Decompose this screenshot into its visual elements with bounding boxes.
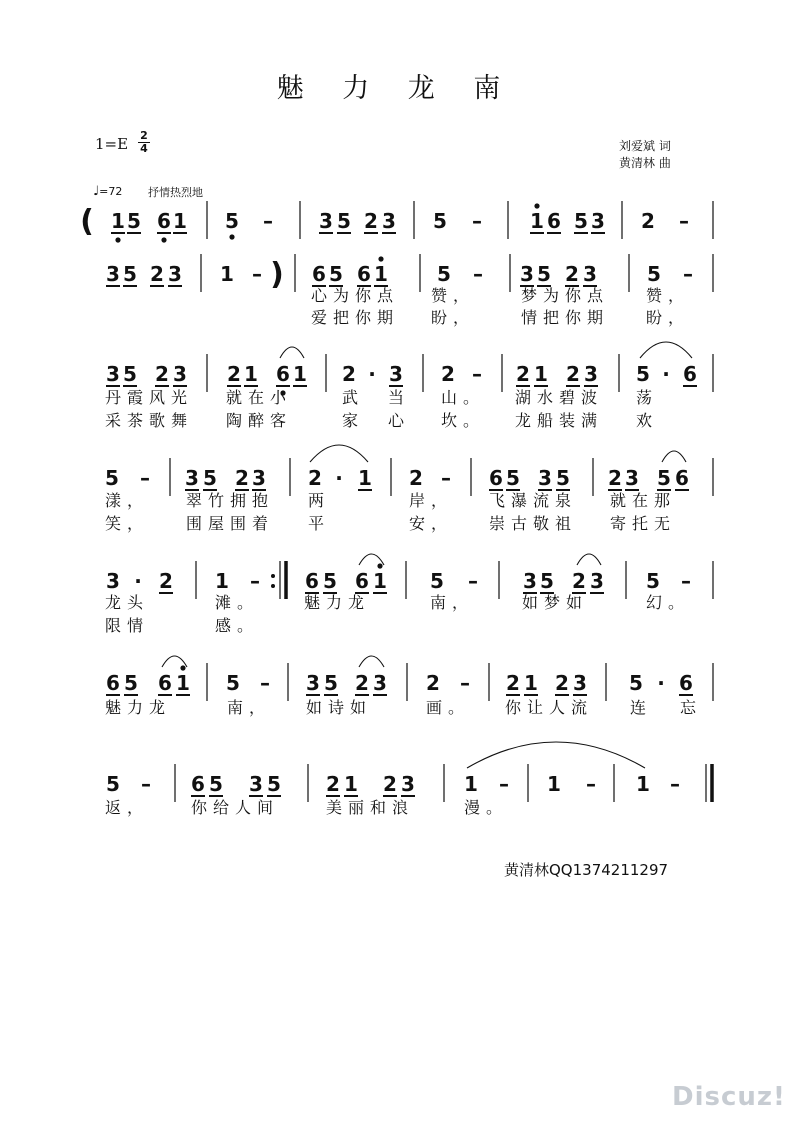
- note-digit: 2: [159, 569, 173, 593]
- lyric-text: 坎。: [441, 411, 486, 430]
- lyric-text: 你让人流: [505, 698, 594, 717]
- note-digit: 3: [306, 671, 320, 695]
- slur-tie: [467, 742, 645, 768]
- note-digit: 1: [636, 772, 650, 796]
- tempo-value: =72: [99, 185, 123, 198]
- slur-tie: [577, 554, 601, 565]
- repeat-dot: [271, 584, 275, 588]
- dot-note: ·: [657, 671, 665, 695]
- lyric-text: 心: [388, 411, 411, 430]
- octave-dot-above: [378, 256, 383, 261]
- note-digit: 2: [441, 362, 455, 386]
- note-digit: 5: [105, 466, 119, 490]
- lyric-text: 赞，: [646, 286, 691, 305]
- dash-note: –: [252, 262, 262, 286]
- lyric-text: 画。: [426, 698, 471, 717]
- note-digit: 1: [173, 209, 187, 233]
- note-digit: 5: [123, 262, 137, 286]
- lyric-text: 返，: [105, 798, 150, 817]
- octave-dot-above: [534, 203, 539, 208]
- octave-dot-below: [229, 234, 234, 239]
- lyric-text: 梦为你点: [521, 286, 610, 305]
- note-digit: 5: [225, 209, 239, 233]
- note-digit: 5: [636, 362, 650, 386]
- lyric-text: 当: [388, 388, 411, 407]
- lyric-text: 漫。: [464, 798, 509, 817]
- lyric-text: 围屋围着: [186, 514, 275, 533]
- note-digit: 2: [326, 772, 340, 796]
- note-digit: ): [270, 257, 284, 292]
- note-digit: 3: [319, 209, 333, 233]
- slur-tie: [162, 656, 187, 667]
- note-digit: 5: [556, 466, 570, 490]
- lyric-text: 武: [342, 388, 365, 407]
- arranger-signature: 黄清林QQ1374211297: [504, 861, 669, 879]
- lyric-text: 荡: [636, 388, 659, 407]
- lyric-text: 滩。: [215, 593, 260, 612]
- repeat-dot: [271, 574, 275, 578]
- slur-tie: [662, 451, 686, 462]
- dash-note: –: [250, 569, 260, 593]
- note-digit: 6: [357, 262, 371, 286]
- lyric-text: 限情: [105, 616, 150, 635]
- dash-note: –: [140, 466, 150, 490]
- dash-note: –: [670, 772, 680, 796]
- dash-note: –: [586, 772, 596, 796]
- note-digit: 5: [124, 671, 138, 695]
- note-digit: 6: [312, 262, 326, 286]
- key-signature: 1=E: [95, 135, 129, 153]
- note-digit: 3: [168, 262, 182, 286]
- dash-note: –: [473, 262, 483, 286]
- note-digit: 2: [342, 362, 356, 386]
- note-digit: 5: [540, 569, 554, 593]
- note-digit: 3: [106, 262, 120, 286]
- dot-note: ·: [335, 466, 343, 490]
- lyric-text: 心为你点: [311, 286, 400, 305]
- lyric-text: 丹霞风光: [105, 388, 194, 407]
- note-digit: 3: [583, 262, 597, 286]
- note-digit: 3: [520, 262, 534, 286]
- lyric-text: 寄托无: [610, 514, 677, 533]
- note-digit: 3: [252, 466, 266, 490]
- note-digit: 3: [584, 362, 598, 386]
- octave-dot-below: [115, 237, 120, 242]
- note-digit: 2: [426, 671, 440, 695]
- note-digit: 6: [157, 209, 171, 233]
- time-signature-top: 2: [140, 129, 148, 142]
- note-digit: 1: [524, 671, 538, 695]
- lyricist-credit: 刘爱斌 词: [619, 139, 671, 153]
- note-digit: 3: [249, 772, 263, 796]
- note-digit: 2: [572, 569, 586, 593]
- note-digit: 6: [675, 466, 689, 490]
- lyric-text: 你给人间: [191, 798, 280, 817]
- dot-note: ·: [134, 569, 142, 593]
- lyric-text: 欢: [636, 411, 659, 430]
- dash-note: –: [499, 772, 509, 796]
- quarter-note-icon: ♩: [93, 184, 100, 199]
- note-digit: 1: [374, 262, 388, 286]
- dash-note: –: [260, 671, 270, 695]
- note-digit: 6: [547, 209, 561, 233]
- lyric-text: 翠竹拥抱: [186, 491, 275, 510]
- lyric-text: 山。: [441, 388, 486, 407]
- note-digit: 2: [227, 362, 241, 386]
- slur-tie: [359, 554, 384, 565]
- dash-note: –: [460, 671, 470, 695]
- lyric-text: 南，: [430, 593, 475, 612]
- note-digit: 5: [574, 209, 588, 233]
- note-digit: (: [80, 204, 94, 239]
- note-digit: 5: [629, 671, 643, 695]
- note-digit: 1: [293, 362, 307, 386]
- note-digit: 3: [185, 466, 199, 490]
- lyric-text: 魅力龙: [105, 698, 172, 717]
- note-digit: 5: [323, 569, 337, 593]
- note-digit: 3: [591, 209, 605, 233]
- lyric-text: 安，: [409, 514, 454, 533]
- dot-note: ·: [662, 362, 670, 386]
- lyric-text: 漾，: [105, 491, 150, 510]
- note-digit: 2: [409, 466, 423, 490]
- note-digit: 3: [523, 569, 537, 593]
- note-digit: 3: [625, 466, 639, 490]
- lyric-text: 幻。: [646, 593, 691, 612]
- note-digit: 5: [430, 569, 444, 593]
- dash-note: –: [472, 362, 482, 386]
- lyric-text: 采茶歌舞: [105, 411, 194, 430]
- time-signature-bottom: 4: [140, 142, 148, 155]
- note-digit: 3: [106, 362, 120, 386]
- note-digit: 5: [106, 772, 120, 796]
- lyric-text: 爱把你期: [311, 308, 400, 327]
- slur-tie: [640, 342, 692, 358]
- note-digit: 1: [344, 772, 358, 796]
- note-digit: 6: [489, 466, 503, 490]
- note-digit: 5: [203, 466, 217, 490]
- note-digit: 2: [155, 362, 169, 386]
- lyric-text: 湖水碧波: [515, 388, 604, 407]
- note-digit: 2: [566, 362, 580, 386]
- note-digit: 3: [401, 772, 415, 796]
- note-digit: 3: [573, 671, 587, 695]
- slur-tie: [310, 445, 368, 462]
- dash-note: –: [683, 262, 693, 286]
- dash-note: –: [679, 209, 689, 233]
- lyric-text: 龙船装满: [515, 411, 604, 430]
- dash-note: –: [441, 466, 451, 490]
- note-digit: 6: [683, 362, 697, 386]
- expression-mark: 抒情热烈地: [148, 186, 203, 199]
- note-digit: 3: [389, 362, 403, 386]
- note-digit: 2: [641, 209, 655, 233]
- note-digit: 2: [364, 209, 378, 233]
- note-digit: 3: [382, 209, 396, 233]
- note-digit: 1: [176, 671, 190, 695]
- note-digit: 1: [530, 209, 544, 233]
- note-digit: 2: [608, 466, 622, 490]
- note-digit: 6: [158, 671, 172, 695]
- note-digit: 5: [646, 569, 660, 593]
- lyric-text: 赞，: [431, 286, 476, 305]
- note-digit: 5: [127, 209, 141, 233]
- lyric-text: 忘: [680, 698, 703, 717]
- lyric-text: 陶醉客: [226, 411, 293, 430]
- forum-watermark: Discuz!: [672, 1082, 786, 1112]
- lyric-text: 岸，: [409, 491, 454, 510]
- slur-tie: [280, 347, 304, 358]
- dash-note: –: [472, 209, 482, 233]
- dot-note: ·: [368, 362, 376, 386]
- note-digit: 5: [209, 772, 223, 796]
- note-digit: 5: [226, 671, 240, 695]
- lyric-text: 就在小: [226, 388, 293, 407]
- note-digit: 2: [150, 262, 164, 286]
- note-digit: 1: [534, 362, 548, 386]
- lyric-text: 笑，: [105, 514, 150, 533]
- lyric-text: 盼，: [431, 308, 476, 327]
- note-digit: 6: [276, 362, 290, 386]
- song-title: 魅 力 龙 南: [276, 73, 516, 104]
- dash-note: –: [681, 569, 691, 593]
- note-digit: 1: [111, 209, 125, 233]
- slur-tie: [359, 656, 384, 667]
- note-digit: 3: [538, 466, 552, 490]
- octave-dot-above: [180, 665, 185, 670]
- lyric-text: 就在那: [610, 491, 677, 510]
- dash-note: –: [141, 772, 151, 796]
- note-digit: 3: [173, 362, 187, 386]
- note-digit: 6: [355, 569, 369, 593]
- lyric-text: 龙头: [105, 593, 150, 612]
- note-digit: 2: [555, 671, 569, 695]
- note-digit: 5: [537, 262, 551, 286]
- lyric-text: 南，: [227, 698, 272, 717]
- note-digit: 2: [308, 466, 322, 490]
- note-digit: 5: [123, 362, 137, 386]
- dash-note: –: [468, 569, 478, 593]
- lyric-text: 连: [630, 698, 653, 717]
- note-digit: 1: [215, 569, 229, 593]
- note-digit: 3: [373, 671, 387, 695]
- lyric-text: 飞瀑流泉: [489, 491, 578, 510]
- note-digit: 5: [267, 772, 281, 796]
- lyric-text: 如梦如: [522, 593, 589, 612]
- lyric-text: 平: [308, 514, 331, 533]
- note-digit: 2: [516, 362, 530, 386]
- lyric-text: 家: [342, 411, 365, 430]
- note-digit: 5: [433, 209, 447, 233]
- note-digit: 6: [106, 671, 120, 695]
- note-digit: 5: [329, 262, 343, 286]
- lyric-text: 感。: [215, 616, 260, 635]
- note-digit: 2: [355, 671, 369, 695]
- note-digit: 5: [657, 466, 671, 490]
- note-digit: 6: [679, 671, 693, 695]
- lyric-text: 崇古敬祖: [489, 514, 578, 533]
- note-digit: 1: [547, 772, 561, 796]
- note-digit: 6: [305, 569, 319, 593]
- note-digit: 5: [506, 466, 520, 490]
- note-digit: 3: [590, 569, 604, 593]
- note-digit: 1: [358, 466, 372, 490]
- note-digit: 5: [337, 209, 351, 233]
- note-digit: 2: [235, 466, 249, 490]
- note-digit: 5: [437, 262, 451, 286]
- lyric-text: 两: [308, 491, 331, 510]
- note-digit: 5: [324, 671, 338, 695]
- note-digit: 1: [220, 262, 234, 286]
- lyric-text: 如诗如: [306, 698, 373, 717]
- note-digit: 5: [647, 262, 661, 286]
- note-digit: 1: [464, 772, 478, 796]
- lyric-text: 盼，: [646, 308, 691, 327]
- dash-note: –: [263, 209, 273, 233]
- lyric-text: 美丽和浪: [326, 798, 415, 817]
- note-digit: 1: [373, 569, 387, 593]
- note-digit: 6: [191, 772, 205, 796]
- note-digit: 2: [383, 772, 397, 796]
- note-digit: 1: [244, 362, 258, 386]
- lyric-text: 魅力龙: [304, 593, 371, 612]
- note-digit: 2: [506, 671, 520, 695]
- composer-credit: 黄清林 曲: [619, 156, 671, 170]
- note-digit: 2: [565, 262, 579, 286]
- note-digit: 3: [106, 569, 120, 593]
- octave-dot-below: [161, 237, 166, 242]
- octave-dot-above: [377, 563, 382, 568]
- lyric-text: 情把你期: [521, 308, 610, 327]
